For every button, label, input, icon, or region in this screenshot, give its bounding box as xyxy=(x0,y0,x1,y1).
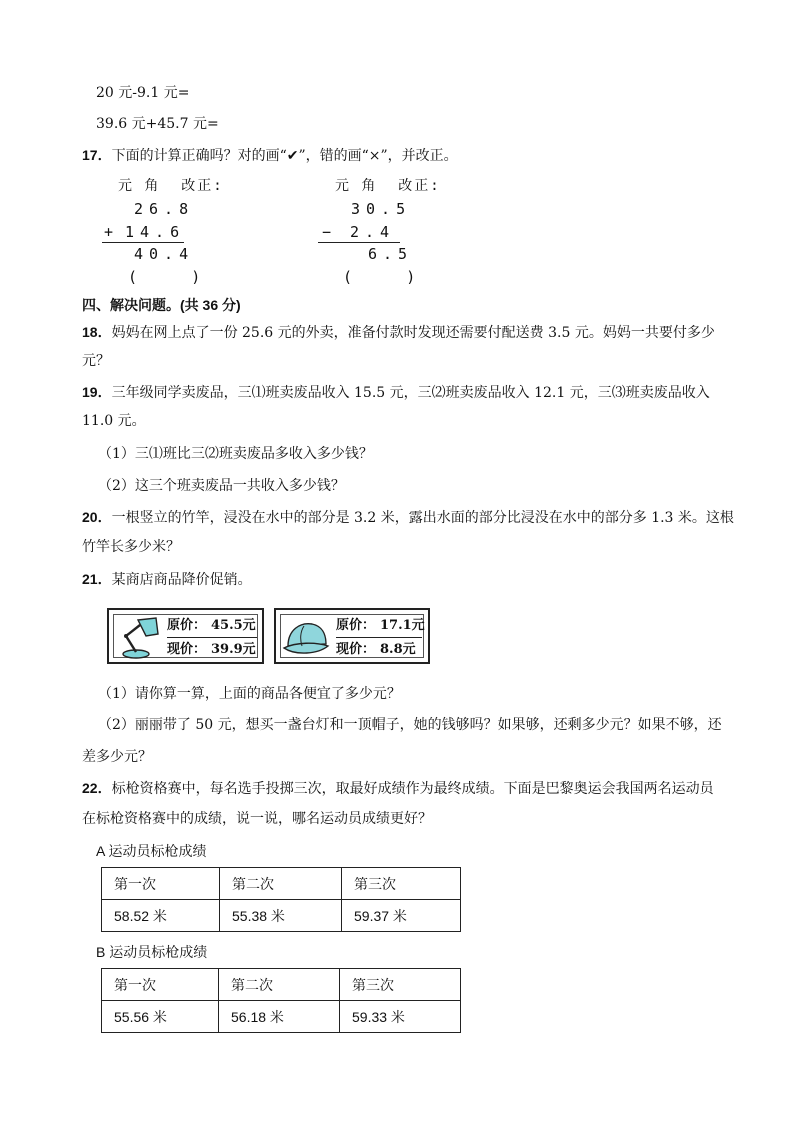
question-20 xyxy=(82,510,734,525)
score-table-b xyxy=(101,968,461,1033)
table-header-cell: 第一次 xyxy=(102,969,219,1001)
table-cell: 59.33 米 xyxy=(340,1001,461,1033)
calc-result: 6.5 xyxy=(368,245,414,263)
question-text: 妈妈在网上点了一份 25.6 元的外卖，准备付款时发现还需要付配送费 3.5 元。妈妈一共要付多少 xyxy=(111,325,715,341)
calc-top-number: 30.5 xyxy=(351,200,412,218)
calc-header: 元 角 改正: xyxy=(335,178,441,194)
table-header-cell: 第三次 xyxy=(340,969,461,1001)
table-cell: 58.52 米 xyxy=(102,900,220,932)
calc-line-a: 20 元-9.1 元= xyxy=(96,85,190,101)
product-card-lamp xyxy=(107,608,264,664)
question-21-sub-2: （2）丽丽带了 50 元，想买一盏台灯和一顶帽子，她的钱够吗？如果够，还剩多少元？如果不够，还 xyxy=(98,717,722,733)
now-price-label: 现价： xyxy=(167,642,207,657)
table-header-cell: 第二次 xyxy=(220,868,342,900)
cap-icon xyxy=(282,618,332,658)
question-19-sub-1: （1）三⑴班比三⑵班卖废品多收入多少钱？ xyxy=(98,446,373,462)
score-table-a xyxy=(101,867,461,932)
table-cell: 59.37 米 xyxy=(342,900,461,932)
calc-top-number: 26.8 xyxy=(134,200,195,218)
question-18-cont: 元？ xyxy=(82,353,110,369)
answer-blank[interactable]: ( ) xyxy=(128,268,201,286)
calc-operator: − xyxy=(322,223,338,241)
question-text: 某商店商品降价促销。 xyxy=(111,572,252,588)
table-row xyxy=(102,900,461,932)
question-number: 22． xyxy=(82,780,112,796)
question-19 xyxy=(82,385,710,400)
question-text: 三年级同学卖废品，三⑴班卖废品收入 15.5 元，三⑵班卖废品收入 12.1 元，三⑶班卖废品收入 xyxy=(111,385,710,401)
now-price-value: 8.8元 xyxy=(380,642,416,657)
calc-operator: + xyxy=(104,223,120,241)
orig-price-label: 原价： xyxy=(336,618,376,633)
table-cell: 55.38 米 xyxy=(220,900,342,932)
answer-blank[interactable]: ( ) xyxy=(343,268,416,286)
question-21-sub-2-cont: 差多少元？ xyxy=(82,749,152,765)
orig-price-label: 原价： xyxy=(167,618,207,633)
product-card-cap xyxy=(274,608,430,664)
calc-line-b: 39.6 元+45.7 元= xyxy=(96,116,219,132)
now-price-value: 39.9元 xyxy=(211,642,256,657)
question-18 xyxy=(82,325,715,340)
calc-result: 40.4 xyxy=(134,245,195,263)
question-21-sub-1: （1）请你算一算，上面的商品各便宜了多少元？ xyxy=(98,686,401,702)
table-cell: 55.56 米 xyxy=(102,1001,219,1033)
question-22-cont: 在标枪资格赛中的成绩，说一说，哪名运动员成绩更好？ xyxy=(82,811,432,827)
table-header-row xyxy=(102,868,461,900)
desk-lamp-icon xyxy=(116,616,162,660)
table-row xyxy=(102,1001,461,1033)
question-number: 18． xyxy=(82,324,112,340)
question-21 xyxy=(82,572,252,587)
now-price-label: 现价： xyxy=(336,642,376,657)
calc-header: 元 角 改正: xyxy=(118,178,224,194)
table-header-cell: 第二次 xyxy=(219,969,340,1001)
table-b-caption: B 运动员标枪成绩 xyxy=(96,944,208,960)
question-17 xyxy=(82,148,458,163)
table-header-row xyxy=(102,969,461,1001)
table-cell: 56.18 米 xyxy=(219,1001,340,1033)
question-number: 17． xyxy=(82,147,112,163)
calc-second-number: 2.4 xyxy=(350,223,396,241)
question-20-cont: 竹竿长多少米？ xyxy=(82,539,180,555)
question-19-sub-2: （2）这三个班卖废品一共收入多少钱？ xyxy=(98,478,345,494)
table-a-caption: A 运动员标枪成绩 xyxy=(96,843,207,859)
question-text: 标枪资格赛中，每名选手投掷三次，取最好成绩作为最终成绩。下面是巴黎奥运会我国两名运动员 xyxy=(111,781,714,797)
question-number: 21． xyxy=(82,571,112,587)
question-22 xyxy=(82,781,714,796)
question-text: 一根竖立的竹竿，浸没在水中的部分是 3.2 米，露出水面的部分比浸没在水中的部分多 1.3 米。这根 xyxy=(111,510,734,526)
calc-underline xyxy=(102,242,184,243)
question-number: 20． xyxy=(82,509,112,525)
question-19-cont: 11.0 元。 xyxy=(82,413,146,429)
orig-price-value: 17.1元 xyxy=(380,618,425,633)
section-heading: 四、解决问题。(共 36 分) xyxy=(82,297,241,313)
question-text: 下面的计算正确吗？对的画“✔”，错的画“×”，并改正。 xyxy=(111,148,458,164)
calc-second-number: 14.6 xyxy=(125,223,186,241)
table-header-cell: 第三次 xyxy=(342,868,461,900)
calc-underline xyxy=(318,242,400,243)
question-number: 19． xyxy=(82,384,112,400)
table-header-cell: 第一次 xyxy=(102,868,220,900)
orig-price-value: 45.5元 xyxy=(211,618,256,633)
